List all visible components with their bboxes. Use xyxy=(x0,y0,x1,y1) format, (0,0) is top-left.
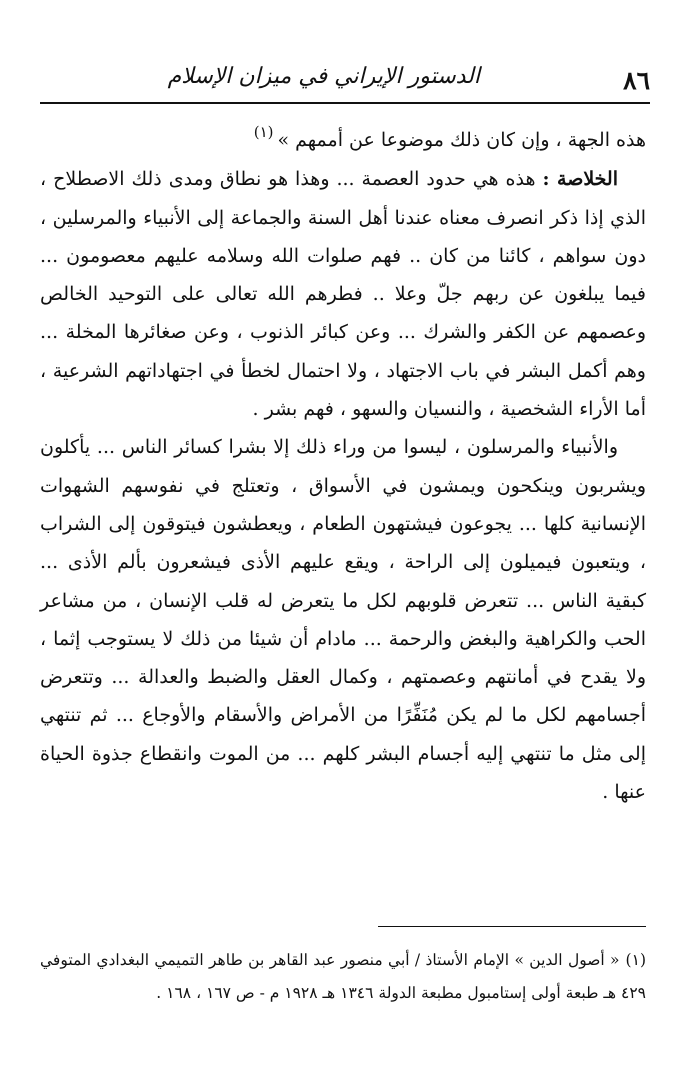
footnote-reference: (١) xyxy=(253,123,274,141)
page-number: ٨٦ xyxy=(623,66,650,95)
summary-term: الخلاصة : xyxy=(542,168,618,191)
header-rule xyxy=(40,102,650,104)
footnote-separator xyxy=(378,926,646,927)
footnote-1 xyxy=(40,944,646,1010)
paragraph-1-text: هذه الجهة ، وإن كان ذلك موضوعا عن أممهم » xyxy=(277,129,646,151)
running-title: الدستور الإيراني في ميزان الإسلام xyxy=(167,64,480,89)
footnote-marker: (١) xyxy=(625,951,646,969)
page-header xyxy=(40,58,650,104)
paragraph-2 xyxy=(40,160,646,428)
paragraph-2-text: هذه هي حدود العصمة ... وهذا هو نطاق ومدى ذلك الاصطلاح ، الذي إذا ذكر انصرف معناه عندنا أهل السنة والجماعة إلى الأنبياء والمرسلين ، دون سواهم ، كائنا من كان .. فهم صلوات الله وسلامه عليهم معصومون ... فيما يبلغون عن ربهم جلّ وعلا .. فطرهم الله تعالى على التوحيد الخالص وعصمهم عن الكفر والشرك ... وعن كبائر الذنوب ، وعن صغائرها المخلة ... وهم أكمل البشر في باب الاجتهاد ، ولا احتمال لخطأ في اجتهاداتهم الشرعية ، أما الأراء الشخصية ، والنسيان والسهو ، فهم بشر . xyxy=(40,168,646,421)
footnotes xyxy=(40,944,646,1010)
footnote-text: « أصول الدين » الإمام الأستاذ / أبي منصور عبد القاهر بن طاهر التميمي البغدادي المتوفي ٤٢٩ هـ طبعة أولى إستامبول مطبعة الدولة ١٣٤٦ هـ ١٩٢٨ م - ص ١٦٧ ، ١٦٨ . xyxy=(40,951,646,1002)
main-text xyxy=(40,121,646,811)
paragraph-3: والأنبياء والمرسلون ، ليسوا من وراء ذلك إلا بشرا كسائر الناس ... يأكلون ويشربون وينكحون ويمشون في الأسواق ، وتعتلج في نفوسهم الشهوات الإنسانية كلها ... يجوعون فيشتهون الطعام ، ويعطشون فيتوقون إلى الشراب ، ويتعبون فيميلون إلى الراحة ، ويقع عليهم الأذى فيشعرون بألم الأذى ... كبقية الناس ... تتعرض قلوبهم لكل ما يتعرض له قلب الإنسان ، من مشاعر الحب والكراهية والبغض والرحمة ... مادام أن شيئا من ذلك لا يستوجب إثما ، ولا يقدح في أمانتهم وعصمتهم ، وكمال العقل والضبط والعدالة ... وتتعرض أجسامهم لكل ما لم يكن مُنَفِّرًا من الأمراض والأسقام والأوجاع ... ثم تنتهي إلى مثل ما تنتهي إليه أجسام البشر كلهم ... من الموت وانقطاع جذوة الحياة عنها . xyxy=(40,436,646,804)
paragraph-1 xyxy=(40,121,646,160)
